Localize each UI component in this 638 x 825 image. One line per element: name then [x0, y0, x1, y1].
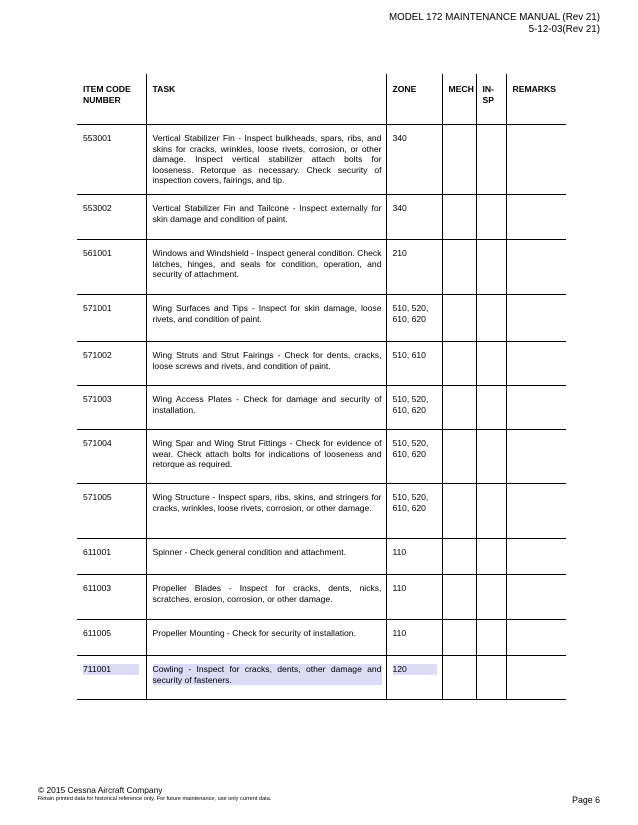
task-cell: [146, 342, 386, 386]
remarks-cell: [506, 430, 566, 484]
item-code-text: 553002: [83, 203, 112, 213]
task-text: Wing Spar and Wing Strut Fittings - Check for evidence of wear. Check attach bolts for indications of looseness and retorque as required.: [152, 438, 382, 470]
task-text: Spinner - Check general condition and attachment.: [152, 547, 346, 557]
zone-text: 110: [392, 628, 407, 638]
item-code-text: 611001: [83, 547, 112, 557]
retention-notice: Retain printed data for historical reference only. For future maintenance, use only current data.: [38, 796, 272, 802]
task-cell: [146, 386, 386, 430]
insp-cell: [476, 295, 506, 342]
task-cell: [146, 125, 386, 195]
remarks-cell: [506, 575, 566, 620]
remarks-cell: [506, 386, 566, 430]
col-zone: ZONE: [386, 74, 442, 125]
zone-text: 510, 520, 610, 620: [392, 303, 429, 324]
zone-cell: [386, 620, 442, 656]
zone-cell: [386, 539, 442, 575]
copyright: © 2015 Cessna Aircraft Company: [38, 785, 163, 795]
mech-cell: [442, 125, 476, 195]
zone-cell: [386, 430, 442, 484]
task-cell: [146, 484, 386, 539]
table-row: [77, 656, 566, 700]
zone-text: 510, 520, 610, 620: [392, 492, 429, 513]
task-cell: [146, 620, 386, 656]
mech-cell: [442, 295, 476, 342]
zone-cell: [386, 195, 442, 240]
insp-cell: [476, 484, 506, 539]
item-code-text: 571002: [83, 350, 112, 360]
remarks-cell: [506, 342, 566, 386]
table-body: [77, 125, 566, 700]
insp-cell: [476, 386, 506, 430]
item-code-cell: [77, 656, 146, 700]
col-task: TASK: [146, 74, 386, 125]
task-text: Wing Struts and Strut Fairings - Check for dents, cracks, loose screws and rivets, and condition of paint.: [152, 350, 382, 371]
task-text: Propeller Mounting - Check for security of installation.: [152, 628, 356, 638]
col-mech: MECH: [442, 74, 476, 125]
item-code-cell: [77, 295, 146, 342]
item-code-text: 571004: [83, 438, 112, 448]
remarks-cell: [506, 295, 566, 342]
zone-text: 510, 520, 610, 620: [392, 438, 429, 459]
zone-cell: [386, 484, 442, 539]
item-code-cell: [77, 195, 146, 240]
zone-text: 510, 520, 610, 620: [392, 394, 429, 415]
mech-cell: [442, 620, 476, 656]
insp-cell: [476, 539, 506, 575]
mech-cell: [442, 342, 476, 386]
zone-text: 340: [392, 133, 407, 143]
zone-cell: [386, 575, 442, 620]
item-code-text: 571005: [83, 492, 112, 502]
zone-cell: [386, 295, 442, 342]
insp-cell: [476, 195, 506, 240]
zone-text: 110: [392, 547, 407, 557]
item-code-text: 711001: [83, 664, 139, 675]
mech-cell: [442, 195, 476, 240]
zone-text: 210: [392, 248, 407, 258]
item-code-cell: [77, 240, 146, 295]
col-insp: IN-SP: [476, 74, 506, 125]
mech-cell: [442, 575, 476, 620]
table-row: [77, 195, 566, 240]
task-text: Propeller Blades - Inspect for cracks, dents, nicks, scratches, erosion, corrosion, or other damage.: [152, 583, 382, 604]
task-text: Windows and Windshield - Inspect general condition. Check latches, hinges, and seals for condition, operation, and security of attachment.: [152, 248, 382, 280]
remarks-cell: [506, 539, 566, 575]
table-row: [77, 484, 566, 539]
page-footer: [38, 785, 271, 803]
item-code-cell: [77, 620, 146, 656]
page-header: [389, 12, 600, 36]
remarks-cell: [506, 240, 566, 295]
task-text: Cowling - Inspect for cracks, dents, other damage and security of fasteners.: [152, 664, 382, 685]
mech-cell: [442, 539, 476, 575]
zone-cell: [386, 656, 442, 700]
zone-cell: [386, 240, 442, 295]
task-text: Vertical Stabilizer Fin - Inspect bulkheads, spars, ribs, and skins for cracks, wrinkles, loose rivets, corrosion, or other damage. Inspect vertical stabilizer attach bolts for looseness. Retorque as necessary. Check security of inspection covers, fairings, and tip.: [152, 133, 382, 186]
inspection-table: [77, 74, 566, 700]
insp-cell: [476, 575, 506, 620]
table-row: [77, 386, 566, 430]
table-header-row: [77, 74, 566, 125]
table-row: [77, 575, 566, 620]
col-remarks: REMARKS: [512, 84, 556, 94]
table-row: [77, 430, 566, 484]
insp-cell: [476, 125, 506, 195]
table-row: [77, 342, 566, 386]
task-text: Wing Surfaces and Tips - Inspect for skin damage, loose rivets, and condition of paint.: [152, 303, 382, 324]
task-text: Vertical Stabilizer Fin and Tailcone - Inspect externally for skin damage and condition of paint.: [152, 203, 382, 224]
item-code-text: 611005: [83, 628, 112, 638]
revision-reference: 5-12-03(Rev 21): [528, 24, 600, 35]
zone-text: 120: [393, 664, 437, 675]
item-code-text: 571003: [83, 394, 112, 404]
task-cell: [146, 539, 386, 575]
table-row: [77, 539, 566, 575]
mech-cell: [442, 386, 476, 430]
mech-cell: [442, 430, 476, 484]
item-code-cell: [77, 430, 146, 484]
table-row: [77, 125, 566, 195]
insp-cell: [476, 656, 506, 700]
task-cell: [146, 656, 386, 700]
table-row: [77, 620, 566, 656]
task-text: Wing Access Plates - Check for damage and security of installation.: [152, 394, 382, 415]
item-code-cell: [77, 386, 146, 430]
item-code-cell: [77, 342, 146, 386]
task-text: Wing Structure - Inspect spars, ribs, skins, and stringers for cracks, wrinkles, loose rivets, corrosion, or other damage.: [152, 492, 382, 513]
mech-cell: [442, 240, 476, 295]
task-cell: [146, 430, 386, 484]
table-row: [77, 295, 566, 342]
task-cell: [146, 295, 386, 342]
item-code-cell: [77, 575, 146, 620]
item-code-text: 571001: [83, 303, 112, 313]
remarks-cell: [506, 656, 566, 700]
task-cell: [146, 195, 386, 240]
item-code-text: 561001: [83, 248, 112, 258]
item-code-text: 611003: [83, 583, 112, 593]
zone-cell: [386, 342, 442, 386]
zone-text: 510, 610: [392, 350, 426, 360]
remarks-cell: [506, 620, 566, 656]
zone-cell: [386, 386, 442, 430]
page-number: Page 6: [572, 795, 600, 805]
item-code-cell: [77, 125, 146, 195]
item-code-cell: [77, 484, 146, 539]
remarks-cell: [506, 484, 566, 539]
mech-cell: [442, 484, 476, 539]
item-code-text: 553001: [83, 133, 112, 143]
col-item-code: ITEM CODE NUMBER: [77, 74, 146, 125]
zone-text: 340: [392, 203, 407, 213]
item-code-cell: [77, 539, 146, 575]
manual-title: MODEL 172 MAINTENANCE MANUAL (Rev 21): [388, 12, 600, 23]
remarks-cell: [506, 125, 566, 195]
table-row: [77, 240, 566, 295]
insp-cell: [476, 240, 506, 295]
insp-cell: [476, 430, 506, 484]
task-cell: [146, 240, 386, 295]
insp-cell: [476, 342, 506, 386]
zone-text: 110: [392, 583, 407, 593]
zone-cell: [386, 125, 442, 195]
insp-cell: [476, 620, 506, 656]
mech-cell: [442, 656, 476, 700]
task-cell: [146, 575, 386, 620]
remarks-cell: [506, 195, 566, 240]
